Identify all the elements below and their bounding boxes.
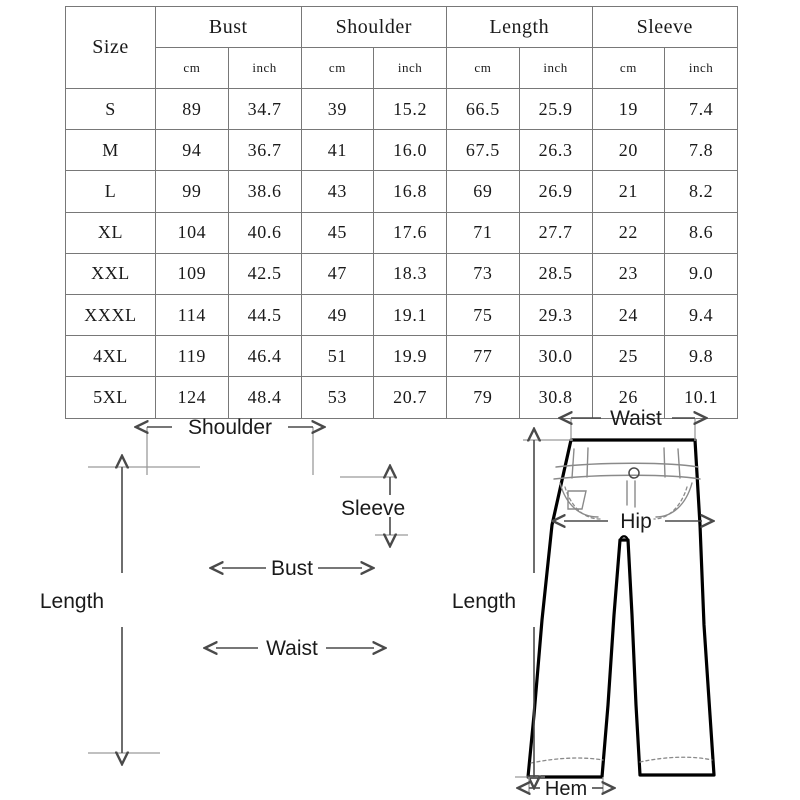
cell-size: M (66, 130, 156, 171)
cell-sleeve-inch: 7.8 (665, 130, 738, 171)
cell-sleeve-cm: 20 (592, 130, 665, 171)
cell-length-inch: 29.3 (519, 294, 592, 335)
cell-bust-inch: 48.4 (228, 377, 301, 418)
cell-sleeve-cm: 25 (592, 336, 665, 377)
cell-bust-cm: 109 (156, 253, 229, 294)
cell-length-cm: 67.5 (447, 130, 520, 171)
cell-bust-cm: 99 (156, 171, 229, 212)
cell-bust-cm: 104 (156, 212, 229, 253)
sleeve-label: Sleeve (341, 497, 406, 520)
cell-shoulder-inch: 20.7 (374, 377, 447, 418)
measurement-diagrams (0, 405, 800, 800)
table-header (66, 7, 738, 89)
cell-shoulder-cm: 39 (301, 89, 374, 130)
cell-length-inch: 30.0 (519, 336, 592, 377)
cell-bust-inch: 42.5 (228, 253, 301, 294)
column-header-shoulder-cm: cm (301, 48, 374, 89)
cell-bust-cm: 94 (156, 130, 229, 171)
cell-bust-inch: 36.7 (228, 130, 301, 171)
cell-size: XXXL (66, 294, 156, 335)
pants-hip-label: Hip (620, 510, 652, 533)
table-row (66, 253, 738, 294)
pants-hem-label: Hem (544, 778, 588, 800)
column-group-bust: Bust (156, 7, 302, 48)
cell-sleeve-inch: 10.1 (665, 377, 738, 418)
size-chart-table (65, 6, 738, 419)
cell-length-cm: 73 (447, 253, 520, 294)
table-row (66, 336, 738, 377)
cell-size: 4XL (66, 336, 156, 377)
column-header-length-cm: cm (447, 48, 520, 89)
column-group-shoulder: Shoulder (301, 7, 447, 48)
cell-sleeve-cm: 22 (592, 212, 665, 253)
cell-shoulder-cm: 53 (301, 377, 374, 418)
cell-bust-cm: 119 (156, 336, 229, 377)
cell-sleeve-inch: 7.4 (665, 89, 738, 130)
cell-length-cm: 71 (447, 212, 520, 253)
cell-shoulder-inch: 18.3 (374, 253, 447, 294)
column-header-shoulder-inch: inch (374, 48, 447, 89)
column-header-sleeve-inch: inch (665, 48, 738, 89)
table-header-row-units (66, 48, 738, 89)
cell-length-inch: 25.9 (519, 89, 592, 130)
column-header-size: Size (66, 7, 156, 89)
cell-length-cm: 66.5 (447, 89, 520, 130)
cell-length-inch: 28.5 (519, 253, 592, 294)
table-row (66, 89, 738, 130)
shoulder-label: Shoulder (187, 416, 273, 439)
cell-sleeve-cm: 26 (592, 377, 665, 418)
cell-length-cm: 79 (447, 377, 520, 418)
cell-shoulder-cm: 41 (301, 130, 374, 171)
cell-shoulder-inch: 17.6 (374, 212, 447, 253)
cell-shoulder-cm: 49 (301, 294, 374, 335)
table-row (66, 171, 738, 212)
tshirt-diagram (40, 416, 408, 800)
cell-length-cm: 77 (447, 336, 520, 377)
pants-diagram (452, 407, 714, 800)
cell-bust-cm: 124 (156, 377, 229, 418)
cell-shoulder-inch: 19.1 (374, 294, 447, 335)
cell-shoulder-cm: 45 (301, 212, 374, 253)
cell-length-inch: 26.9 (519, 171, 592, 212)
cell-length-cm: 69 (447, 171, 520, 212)
cell-size: 5XL (66, 377, 156, 418)
cell-shoulder-cm: 43 (301, 171, 374, 212)
cell-shoulder-inch: 16.8 (374, 171, 447, 212)
cell-bust-inch: 44.5 (228, 294, 301, 335)
bust-label: Bust (270, 557, 314, 580)
table-header-row-groups (66, 7, 738, 48)
cell-sleeve-inch: 9.8 (665, 336, 738, 377)
cell-length-inch: 27.7 (519, 212, 592, 253)
cell-size: XL (66, 212, 156, 253)
cell-sleeve-inch: 9.4 (665, 294, 738, 335)
cell-shoulder-inch: 15.2 (374, 89, 447, 130)
table-body (66, 89, 738, 419)
cell-bust-inch: 38.6 (228, 171, 301, 212)
cell-shoulder-cm: 51 (301, 336, 374, 377)
cell-shoulder-inch: 16.0 (374, 130, 447, 171)
cell-bust-inch: 34.7 (228, 89, 301, 130)
tshirt-length-label: Length (39, 590, 105, 613)
column-header-bust-inch: inch (228, 48, 301, 89)
cell-sleeve-inch: 9.0 (665, 253, 738, 294)
column-header-bust-cm: cm (156, 48, 229, 89)
tshirt-waist-label: Waist (266, 637, 318, 660)
pants-waist-label: Waist (610, 407, 662, 430)
cell-sleeve-inch: 8.6 (665, 212, 738, 253)
column-header-sleeve-cm: cm (592, 48, 665, 89)
column-header-length-inch: inch (519, 48, 592, 89)
cell-sleeve-cm: 21 (592, 171, 665, 212)
cell-shoulder-inch: 19.9 (374, 336, 447, 377)
cell-shoulder-cm: 47 (301, 253, 374, 294)
column-group-sleeve: Sleeve (592, 7, 738, 48)
table-row (66, 130, 738, 171)
cell-size: XXL (66, 253, 156, 294)
table-row (66, 294, 738, 335)
cell-bust-inch: 46.4 (228, 336, 301, 377)
cell-size: L (66, 171, 156, 212)
cell-bust-cm: 89 (156, 89, 229, 130)
cell-length-inch: 26.3 (519, 130, 592, 171)
cell-length-cm: 75 (447, 294, 520, 335)
cell-bust-inch: 40.6 (228, 212, 301, 253)
cell-bust-cm: 114 (156, 294, 229, 335)
size-chart-table-container (65, 6, 738, 419)
cell-sleeve-cm: 23 (592, 253, 665, 294)
cell-sleeve-inch: 8.2 (665, 171, 738, 212)
cell-size: S (66, 89, 156, 130)
pants-length-label: Length (451, 590, 517, 613)
cell-sleeve-cm: 19 (592, 89, 665, 130)
table-row (66, 212, 738, 253)
cell-length-inch: 30.8 (519, 377, 592, 418)
cell-sleeve-cm: 24 (592, 294, 665, 335)
column-group-length: Length (447, 7, 593, 48)
